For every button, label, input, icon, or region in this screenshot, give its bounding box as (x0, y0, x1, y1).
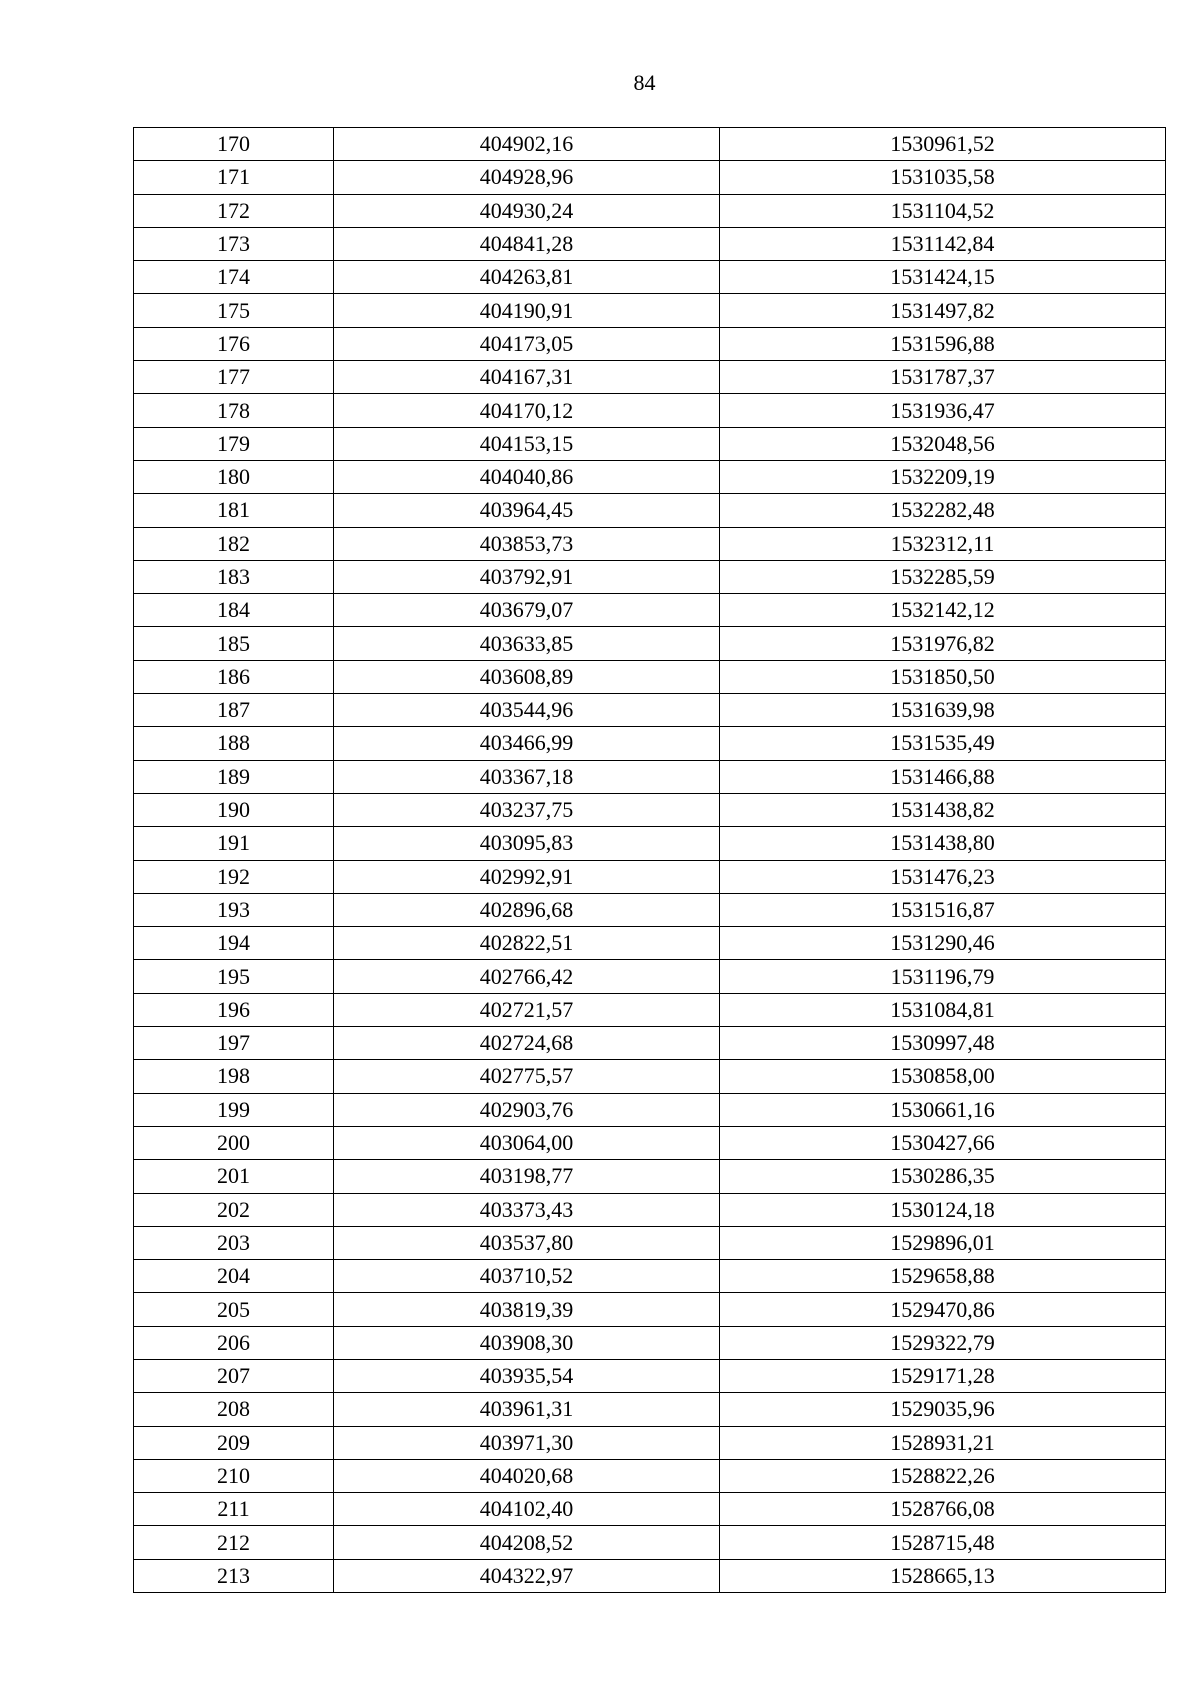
point-number-cell: 185 (134, 627, 334, 660)
y-coordinate-cell: 1528931,21 (720, 1426, 1166, 1459)
y-coordinate-cell: 1529658,88 (720, 1260, 1166, 1293)
table-row (134, 793, 1166, 826)
x-coordinate-cell: 403792,91 (334, 560, 720, 593)
x-coordinate-cell: 404020,68 (334, 1459, 720, 1492)
y-coordinate-cell: 1530661,16 (720, 1093, 1166, 1126)
point-number-cell: 174 (134, 261, 334, 294)
y-coordinate-cell: 1529470,86 (720, 1293, 1166, 1326)
x-coordinate-cell: 404841,28 (334, 227, 720, 260)
x-coordinate-cell: 402721,57 (334, 993, 720, 1026)
y-coordinate-cell: 1530858,00 (720, 1060, 1166, 1093)
point-number-cell: 203 (134, 1226, 334, 1259)
point-number-cell: 176 (134, 327, 334, 360)
y-coordinate-cell: 1531850,50 (720, 660, 1166, 693)
table-row (134, 1160, 1166, 1193)
y-coordinate-cell: 1532282,48 (720, 494, 1166, 527)
y-coordinate-cell: 1531438,82 (720, 793, 1166, 826)
y-coordinate-cell: 1528822,26 (720, 1459, 1166, 1492)
point-number-cell: 205 (134, 1293, 334, 1326)
x-coordinate-cell: 404902,16 (334, 128, 720, 161)
x-coordinate-cell: 403679,07 (334, 594, 720, 627)
y-coordinate-cell: 1528715,48 (720, 1526, 1166, 1559)
point-number-cell: 172 (134, 194, 334, 227)
y-coordinate-cell: 1531438,80 (720, 827, 1166, 860)
table-row (134, 1326, 1166, 1359)
y-coordinate-cell: 1531497,82 (720, 294, 1166, 327)
point-number-cell: 201 (134, 1160, 334, 1193)
x-coordinate-cell: 403935,54 (334, 1359, 720, 1392)
x-coordinate-cell: 404190,91 (334, 294, 720, 327)
y-coordinate-cell: 1528766,08 (720, 1493, 1166, 1526)
y-coordinate-cell: 1532142,12 (720, 594, 1166, 627)
x-coordinate-cell: 403367,18 (334, 760, 720, 793)
x-coordinate-cell: 404040,86 (334, 460, 720, 493)
x-coordinate-cell: 403466,99 (334, 727, 720, 760)
x-coordinate-cell: 404928,96 (334, 161, 720, 194)
x-coordinate-cell: 403373,43 (334, 1193, 720, 1226)
table-row (134, 1126, 1166, 1159)
y-coordinate-cell: 1530427,66 (720, 1126, 1166, 1159)
point-number-cell: 180 (134, 460, 334, 493)
x-coordinate-cell: 404173,05 (334, 327, 720, 360)
table-row (134, 128, 1166, 161)
point-number-cell: 194 (134, 927, 334, 960)
table-row (134, 1459, 1166, 1492)
x-coordinate-cell: 403633,85 (334, 627, 720, 660)
point-number-cell: 190 (134, 793, 334, 826)
x-coordinate-cell: 402822,51 (334, 927, 720, 960)
point-number-cell: 195 (134, 960, 334, 993)
y-coordinate-cell: 1531936,47 (720, 394, 1166, 427)
point-number-cell: 181 (134, 494, 334, 527)
table-row (134, 560, 1166, 593)
x-coordinate-cell: 403064,00 (334, 1126, 720, 1159)
table-row (134, 494, 1166, 527)
point-number-cell: 196 (134, 993, 334, 1026)
y-coordinate-cell: 1531424,15 (720, 261, 1166, 294)
table-row (134, 394, 1166, 427)
table-row (134, 660, 1166, 693)
table-row (134, 361, 1166, 394)
table-row (134, 1426, 1166, 1459)
point-number-cell: 192 (134, 860, 334, 893)
x-coordinate-cell: 403853,73 (334, 527, 720, 560)
x-coordinate-cell: 403198,77 (334, 1160, 720, 1193)
x-coordinate-cell: 402766,42 (334, 960, 720, 993)
table-row (134, 294, 1166, 327)
y-coordinate-cell: 1532048,56 (720, 427, 1166, 460)
x-coordinate-cell: 403608,89 (334, 660, 720, 693)
point-number-cell: 177 (134, 361, 334, 394)
x-coordinate-cell: 404170,12 (334, 394, 720, 427)
table-body (134, 128, 1166, 1593)
point-number-cell: 175 (134, 294, 334, 327)
y-coordinate-cell: 1529896,01 (720, 1226, 1166, 1259)
point-number-cell: 191 (134, 827, 334, 860)
x-coordinate-cell: 404263,81 (334, 261, 720, 294)
x-coordinate-cell: 404322,97 (334, 1559, 720, 1592)
point-number-cell: 182 (134, 527, 334, 560)
x-coordinate-cell: 404102,40 (334, 1493, 720, 1526)
x-coordinate-cell: 402775,57 (334, 1060, 720, 1093)
y-coordinate-cell: 1532285,59 (720, 560, 1166, 593)
y-coordinate-cell: 1529171,28 (720, 1359, 1166, 1392)
point-number-cell: 202 (134, 1193, 334, 1226)
y-coordinate-cell: 1530124,18 (720, 1193, 1166, 1226)
table-row (134, 1093, 1166, 1126)
point-number-cell: 178 (134, 394, 334, 427)
x-coordinate-cell: 404167,31 (334, 361, 720, 394)
table-row (134, 1559, 1166, 1592)
table-row (134, 161, 1166, 194)
point-number-cell: 209 (134, 1426, 334, 1459)
y-coordinate-cell: 1531476,23 (720, 860, 1166, 893)
table-row (134, 1226, 1166, 1259)
y-coordinate-cell: 1531639,98 (720, 694, 1166, 727)
table-row (134, 194, 1166, 227)
y-coordinate-cell: 1531596,88 (720, 327, 1166, 360)
table-row (134, 527, 1166, 560)
y-coordinate-cell: 1530286,35 (720, 1160, 1166, 1193)
y-coordinate-cell: 1531104,52 (720, 194, 1166, 227)
y-coordinate-cell: 1531516,87 (720, 893, 1166, 926)
table-row (134, 627, 1166, 660)
y-coordinate-cell: 1530997,48 (720, 1027, 1166, 1060)
x-coordinate-cell: 402896,68 (334, 893, 720, 926)
point-number-cell: 207 (134, 1359, 334, 1392)
y-coordinate-cell: 1531976,82 (720, 627, 1166, 660)
point-number-cell: 199 (134, 1093, 334, 1126)
table-row (134, 760, 1166, 793)
point-number-cell: 213 (134, 1559, 334, 1592)
point-number-cell: 186 (134, 660, 334, 693)
table-row (134, 594, 1166, 627)
point-number-cell: 170 (134, 128, 334, 161)
x-coordinate-cell: 403961,31 (334, 1393, 720, 1426)
x-coordinate-cell: 403971,30 (334, 1426, 720, 1459)
table-row (134, 261, 1166, 294)
point-number-cell: 173 (134, 227, 334, 260)
point-number-cell: 171 (134, 161, 334, 194)
table-row (134, 1060, 1166, 1093)
y-coordinate-cell: 1531035,58 (720, 161, 1166, 194)
table-row (134, 1393, 1166, 1426)
y-coordinate-cell: 1531535,49 (720, 727, 1166, 760)
x-coordinate-cell: 403908,30 (334, 1326, 720, 1359)
x-coordinate-cell: 404153,15 (334, 427, 720, 460)
point-number-cell: 179 (134, 427, 334, 460)
point-number-cell: 197 (134, 1027, 334, 1060)
coordinates-table (133, 127, 1166, 1593)
table-row (134, 927, 1166, 960)
table-row (134, 327, 1166, 360)
point-number-cell: 188 (134, 727, 334, 760)
table-row (134, 1293, 1166, 1326)
y-coordinate-cell: 1532209,19 (720, 460, 1166, 493)
x-coordinate-cell: 402724,68 (334, 1027, 720, 1060)
point-number-cell: 184 (134, 594, 334, 627)
x-coordinate-cell: 403544,96 (334, 694, 720, 727)
x-coordinate-cell: 404930,24 (334, 194, 720, 227)
table-row (134, 960, 1166, 993)
point-number-cell: 208 (134, 1393, 334, 1426)
table-row (134, 993, 1166, 1026)
y-coordinate-cell: 1531787,37 (720, 361, 1166, 394)
table-row (134, 727, 1166, 760)
x-coordinate-cell: 403095,83 (334, 827, 720, 860)
y-coordinate-cell: 1531466,88 (720, 760, 1166, 793)
point-number-cell: 200 (134, 1126, 334, 1159)
y-coordinate-cell: 1531290,46 (720, 927, 1166, 960)
point-number-cell: 189 (134, 760, 334, 793)
table-row (134, 1526, 1166, 1559)
table-row (134, 427, 1166, 460)
y-coordinate-cell: 1530961,52 (720, 128, 1166, 161)
table-row (134, 1260, 1166, 1293)
point-number-cell: 206 (134, 1326, 334, 1359)
y-coordinate-cell: 1529322,79 (720, 1326, 1166, 1359)
point-number-cell: 183 (134, 560, 334, 593)
table-row (134, 860, 1166, 893)
x-coordinate-cell: 403537,80 (334, 1226, 720, 1259)
table-row (134, 1493, 1166, 1526)
y-coordinate-cell: 1532312,11 (720, 527, 1166, 560)
x-coordinate-cell: 402992,91 (334, 860, 720, 893)
table-row (134, 227, 1166, 260)
x-coordinate-cell: 403964,45 (334, 494, 720, 527)
point-number-cell: 211 (134, 1493, 334, 1526)
point-number-cell: 187 (134, 694, 334, 727)
y-coordinate-cell: 1531196,79 (720, 960, 1166, 993)
y-coordinate-cell: 1528665,13 (720, 1559, 1166, 1592)
x-coordinate-cell: 403710,52 (334, 1260, 720, 1293)
x-coordinate-cell: 402903,76 (334, 1093, 720, 1126)
point-number-cell: 204 (134, 1260, 334, 1293)
y-coordinate-cell: 1531084,81 (720, 993, 1166, 1026)
point-number-cell: 212 (134, 1526, 334, 1559)
table-row (134, 1193, 1166, 1226)
table-row (134, 827, 1166, 860)
table-row (134, 460, 1166, 493)
y-coordinate-cell: 1531142,84 (720, 227, 1166, 260)
table-row (134, 1027, 1166, 1060)
x-coordinate-cell: 403819,39 (334, 1293, 720, 1326)
y-coordinate-cell: 1529035,96 (720, 1393, 1166, 1426)
table-row (134, 893, 1166, 926)
x-coordinate-cell: 403237,75 (334, 793, 720, 826)
point-number-cell: 210 (134, 1459, 334, 1492)
point-number-cell: 193 (134, 893, 334, 926)
table-row (134, 1359, 1166, 1392)
point-number-cell: 198 (134, 1060, 334, 1093)
page-number: 84 (633, 70, 656, 95)
table-row (134, 694, 1166, 727)
x-coordinate-cell: 404208,52 (334, 1526, 720, 1559)
